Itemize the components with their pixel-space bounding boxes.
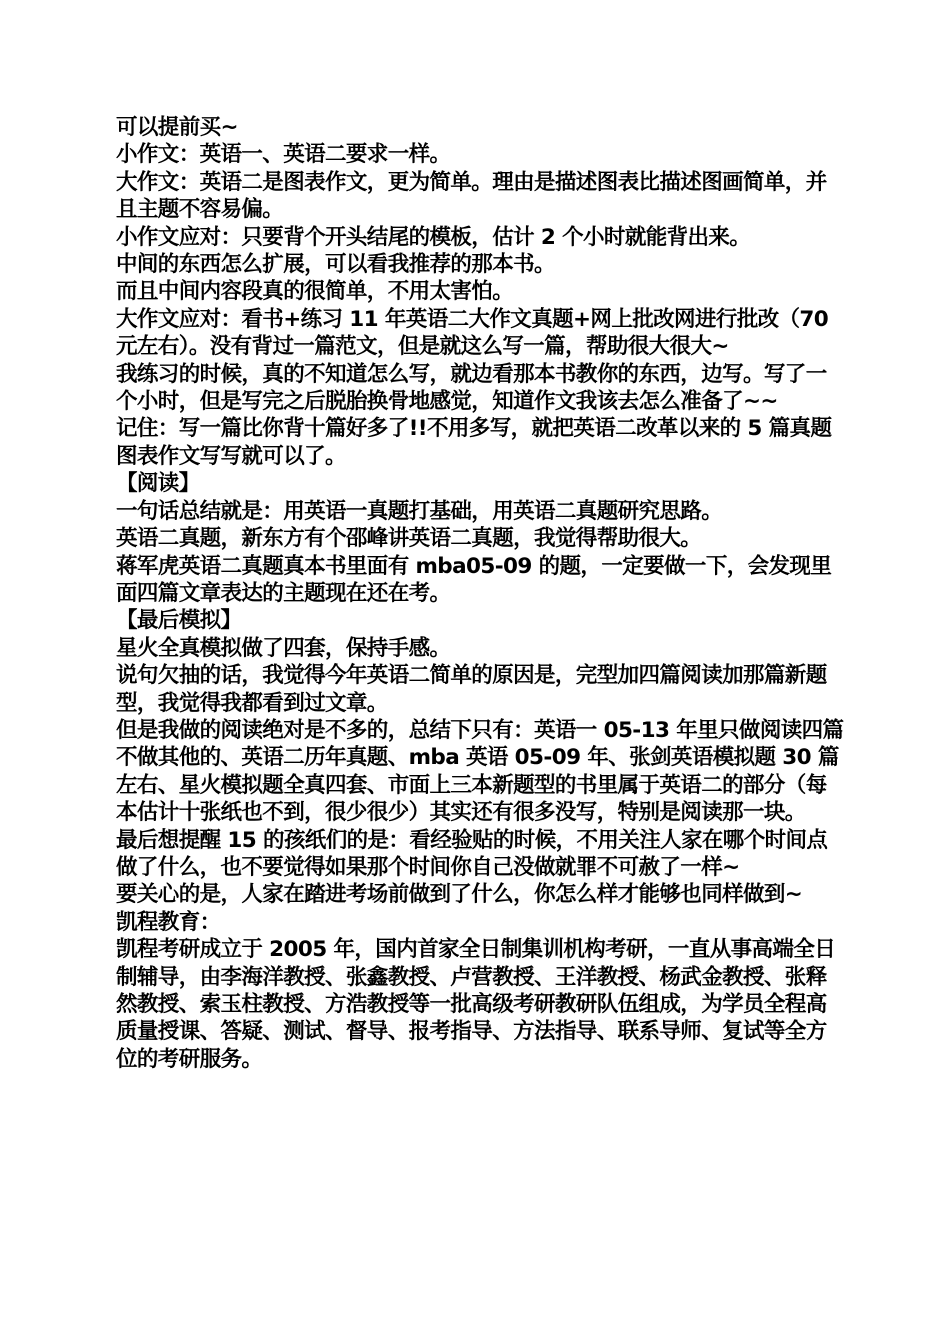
- paragraph-buy-early: 可以提前买~: [116, 115, 238, 140]
- document-body: [116, 114, 846, 1073]
- section-heading-reading: 【阅读】: [116, 471, 200, 497]
- paragraph-practice: 我练习的时候，真的不知道怎么写，就边看那本书教你的东西，边写。写了一个小时，但是写完之后脱胎换骨地感觉，知道作文我该去怎么准备了~~: [116, 361, 827, 415]
- paragraph-mock-opinion: 说句欠抽的话，我觉得今年英语二简单的原因是，完型加四篇阅读加那篇新题型，我觉得我都看到过文章。: [116, 663, 827, 716]
- paragraph-kaicheng-intro: 凯程考研成立于 2005 年，国内首家全日制集训机构考研，一直从事高端全日制辅导，由李海洋教授、张鑫教授、卢营教授、王洋教授、杨武金教授、张释然教授、索玉柱教授、方浩教授等一批高级考研教研队伍组成，为学员全程高质量授课、答疑、测试、督导、报考指导、方法指导、联系导师、复试等全方位的考研服务。: [116, 937, 836, 1072]
- paragraph-reading-jiang: 蒋军虎英语二真题真本书里面有 mba05-09 的题，一定要做一下，会发现里面四篇文章表达的主题现在还在考。: [116, 553, 832, 606]
- paragraph-middle-content: 中间的东西怎么扩展，可以看我推荐的那本书。: [116, 252, 555, 278]
- paragraph-reading-summary: 一句话总结就是：用英语一真题打基础，用英语二真题研究思路。: [116, 498, 723, 524]
- section-heading-final-mock: 【最后模拟】: [116, 608, 242, 634]
- paragraph-care: 要关心的是，人家在踏进考场前做到了什么，你怎么样才能够也同样做到~: [116, 882, 803, 908]
- paragraph-large-essay-strategy: 大作文应对：看书+练习 11 年英语二大作文真题+网上批改网进行批改（70 元左右）。没有背过一篇范文，但是就这么写一篇，帮助很大很大~: [116, 306, 829, 360]
- paragraph-small-essay-strategy: 小作文应对：只要背个开头结尾的模板，估计 2 个小时就能背出来。: [116, 224, 751, 250]
- paragraph-reading-summary-list: 但是我做的阅读绝对是不多的，总结下只有：英语一 05-13 年里只做阅读四篇不做其他的、英语二历年真题、mba 英语 05-09 年、张剑英语模拟题 30 篇左右、星火模拟题全真四套、市面上三本新题型的书里属于英语二的部分（每本估计十张纸也不到，很少很少）其实还有很多没写，特别是阅读那一块。: [116, 717, 844, 826]
- paragraph-kaicheng-heading: 凯程教育：: [116, 909, 221, 935]
- paragraph-remember: 记住：写一篇比你背十篇好多了!!不用多写，就把英语二改革以来的 5 篇真题图表作文写写就可以了。: [116, 416, 832, 469]
- paragraph-reminder: 最后想提醒 15 的孩纸们的是：看经验贴的时候，不用关注人家在哪个时间点做了什么，也不要觉得如果那个时间你自己没做就罪不可赦了一样~: [116, 827, 828, 880]
- paragraph-small-essay: 小作文：英语一、英语二要求一样。: [116, 142, 451, 168]
- paragraph-middle-simple: 而且中间内容段真的很简单，不用太害怕。: [116, 279, 514, 305]
- paragraph-large-essay: 大作文：英语二是图表作文，更为简单。理由是描述图表比描述图画简单，并且主题不容易偏。: [116, 169, 827, 223]
- paragraph-mock-sets: 星火全真模拟做了四套，保持手感。: [116, 635, 451, 661]
- paragraph-reading-xdf: 英语二真题，新东方有个邵峰讲英语二真题，我觉得帮助很大。: [116, 526, 702, 552]
